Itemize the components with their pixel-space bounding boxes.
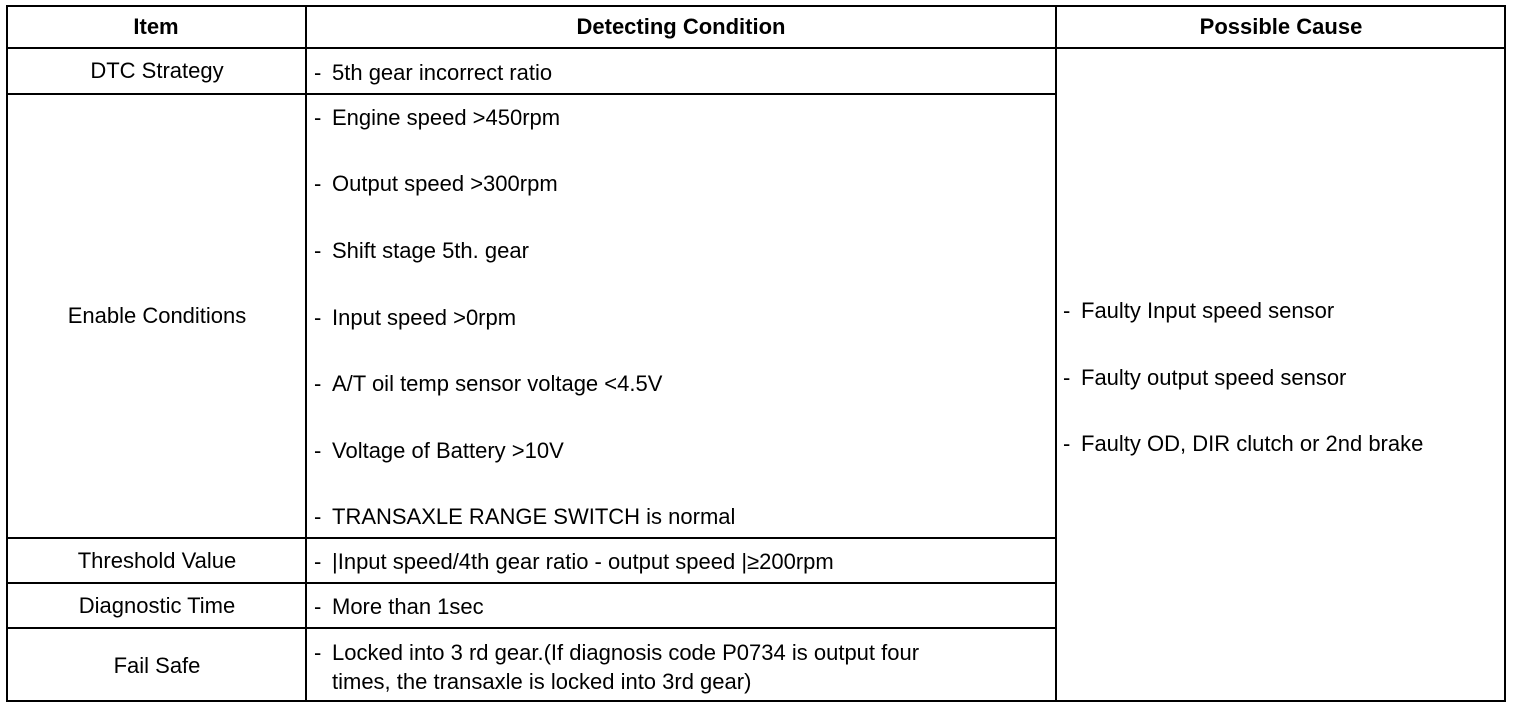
item-fail-safe: Fail Safe bbox=[113, 652, 201, 678]
item-dtc-strategy: DTC Strategy bbox=[90, 58, 224, 83]
condition-line: - |Input speed/4th gear ratio - output speed |≥200rpm bbox=[314, 549, 834, 574]
condition-line: times, the transaxle is locked into 3rd gear) bbox=[332, 669, 752, 694]
condition-line: - A/T oil temp sensor voltage <4.5V bbox=[314, 371, 663, 396]
column-divider bbox=[1055, 5, 1057, 702]
item-diagnostic-time: Diagnostic Time bbox=[78, 592, 236, 618]
condition-line: - Engine speed >450rpm bbox=[314, 105, 561, 130]
cause-line: - Faulty Input speed sensor bbox=[1063, 298, 1335, 323]
condition-line: - Input speed >0rpm bbox=[314, 305, 517, 330]
condition-line: - Shift stage 5th. gear bbox=[314, 238, 529, 263]
condition-line: - Output speed >300rpm bbox=[314, 171, 558, 196]
condition-line: - More than 1sec bbox=[314, 594, 484, 619]
item-enable-conditions: Enable Conditions bbox=[67, 303, 247, 328]
header-possible-cause: Possible Cause bbox=[1199, 13, 1363, 39]
header-detecting-condition: Detecting Condition bbox=[576, 13, 786, 39]
cause-line: - Faulty OD, DIR clutch or 2nd brake bbox=[1063, 431, 1424, 456]
cause-line: - Faulty output speed sensor bbox=[1063, 365, 1347, 390]
condition-line: - Locked into 3 rd gear.(If diagnosis code P0734 is output four bbox=[314, 640, 920, 665]
condition-line: - TRANSAXLE RANGE SWITCH is normal bbox=[314, 504, 736, 529]
condition-line: - Voltage of Battery >10V bbox=[314, 438, 564, 463]
header-item: Item bbox=[133, 13, 179, 39]
item-threshold-value: Threshold Value bbox=[77, 547, 237, 573]
condition-line: - 5th gear incorrect ratio bbox=[314, 60, 553, 85]
